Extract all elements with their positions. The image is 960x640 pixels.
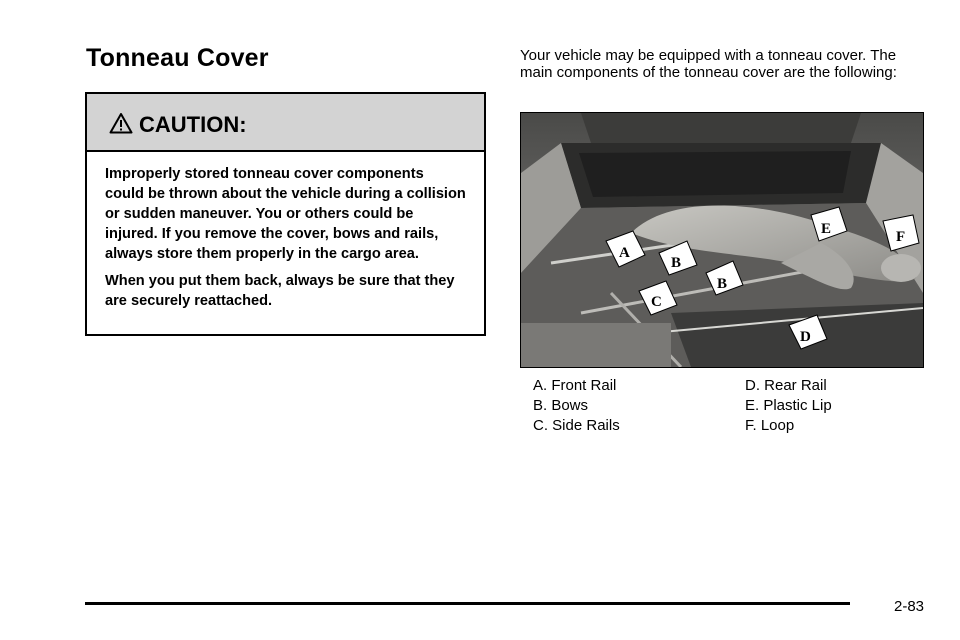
page-number: 2-83: [894, 598, 925, 615]
svg-text:D: D: [800, 329, 811, 345]
component-legend: [533, 377, 933, 434]
legend-item: B. Bows: [533, 397, 589, 414]
caution-header: [87, 94, 484, 152]
tonneau-cover-illustration: [521, 113, 923, 367]
caution-body: [87, 152, 484, 311]
caution-paragraph: When you put them back, always be sure that they are securely reattached.: [105, 273, 455, 309]
svg-text:A: A: [619, 245, 630, 261]
legend-item: A. Front Rail: [533, 377, 617, 394]
footer-rule: [85, 602, 850, 605]
svg-text:E: E: [821, 221, 832, 237]
svg-text:B: B: [717, 276, 728, 292]
legend-item: E. Plastic Lip: [745, 397, 832, 414]
svg-text:F: F: [896, 229, 906, 245]
warning-triangle-icon: [109, 112, 133, 134]
caution-paragraph: Improperly stored tonneau cover components could be thrown about the vehicle during a collision or sudden maneuver. You or others could be injured. If you remove the cover, bows and rails, always store them properly in the cargo area.: [105, 166, 466, 262]
svg-text:B: B: [671, 255, 682, 271]
legend-item: D. Rear Rail: [745, 377, 827, 394]
intro-paragraph: Your vehicle may be equipped with a tonneau cover. The main components of the tonneau cover are the following:: [520, 47, 897, 81]
caution-box: [85, 92, 486, 336]
svg-text:C: C: [651, 294, 662, 310]
page-title: Tonneau Cover: [86, 44, 269, 72]
legend-item: F. Loop: [745, 417, 795, 434]
caution-title: CAUTION:: [139, 111, 247, 137]
tonneau-cover-photo: [520, 112, 924, 368]
legend-item: C. Side Rails: [533, 417, 620, 434]
